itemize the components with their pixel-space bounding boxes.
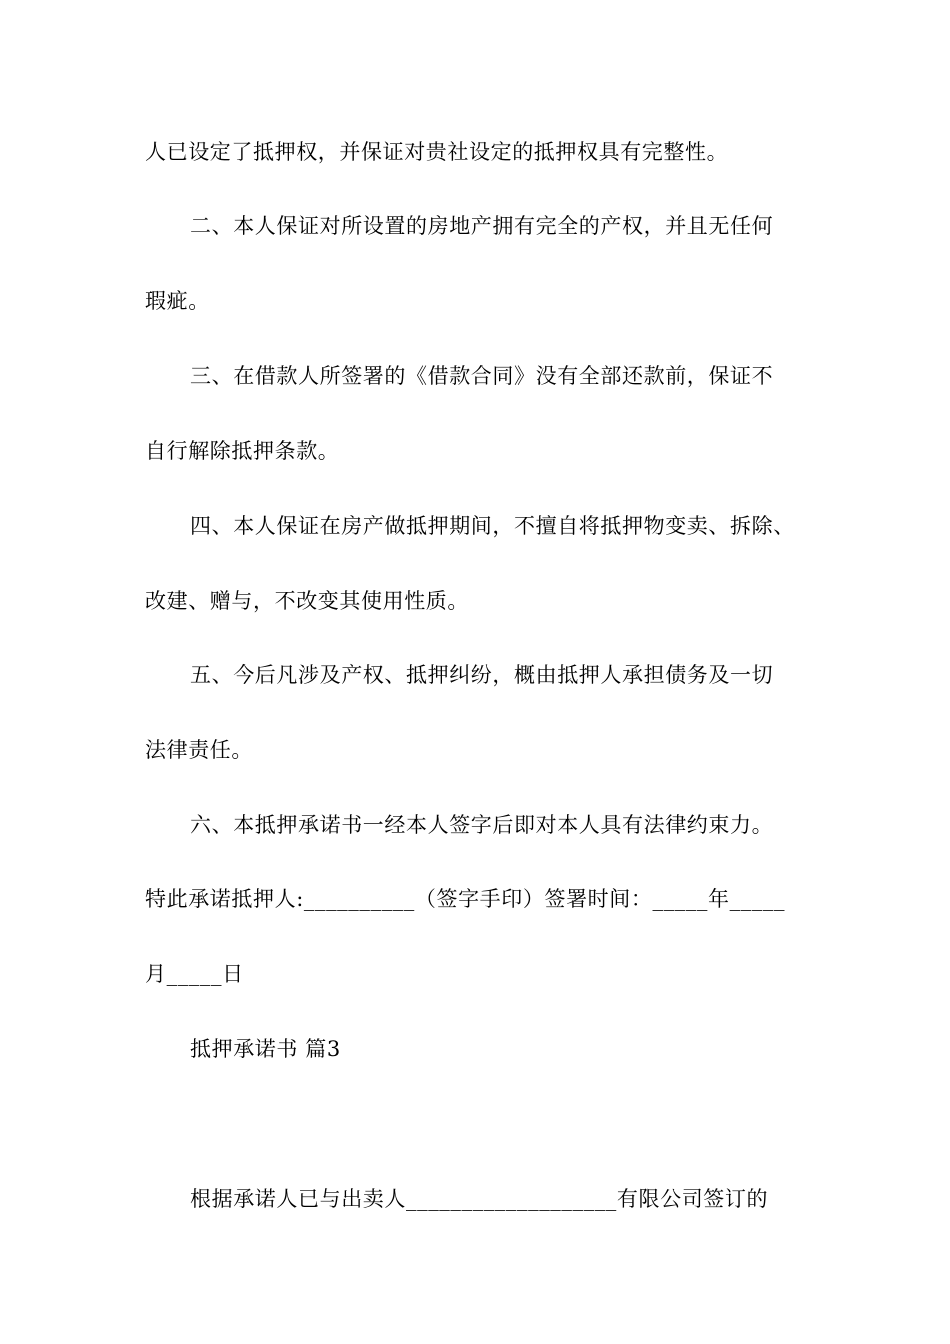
clause-six-line: 六、本抵押承诺书一经本人签字后即对本人具有法律约束力。 xyxy=(190,813,774,837)
paragraph-line: 人已设定了抵押权，并保证对贵社设定的抵押权具有完整性。 xyxy=(145,140,729,164)
clause-two-line: 二、本人保证对所设置的房地产拥有完全的产权，并且无任何 xyxy=(190,214,774,238)
clause-three-line: 三、在借款人所签署的《借款合同》没有全部还款前，保证不 xyxy=(190,364,774,388)
paragraph-line: 法律责任。 xyxy=(145,738,253,762)
clause-four-line: 四、本人保证在房产做抵押期间，不擅自将抵押物变卖、拆除、 xyxy=(190,514,795,538)
paragraph-line: 自行解除抵押条款。 xyxy=(145,439,340,463)
signature-line: 特此承诺抵押人:__________（签字手印）签署时间：_____年_____ xyxy=(145,887,786,911)
paragraph-line: 改建、赠与，不改变其使用性质。 xyxy=(145,589,469,613)
paragraph-line: 瑕疵。 xyxy=(145,289,210,313)
signature-date-line: 月_____日 xyxy=(145,962,244,986)
section-heading: 抵押承诺书 篇3 xyxy=(190,1037,341,1061)
clause-five-line: 五、今后凡涉及产权、抵押纠纷，概由抵押人承担债务及一切 xyxy=(190,663,774,687)
paragraph-line: 根据承诺人已与出卖人___________________有限公司签订的 xyxy=(190,1187,769,1211)
